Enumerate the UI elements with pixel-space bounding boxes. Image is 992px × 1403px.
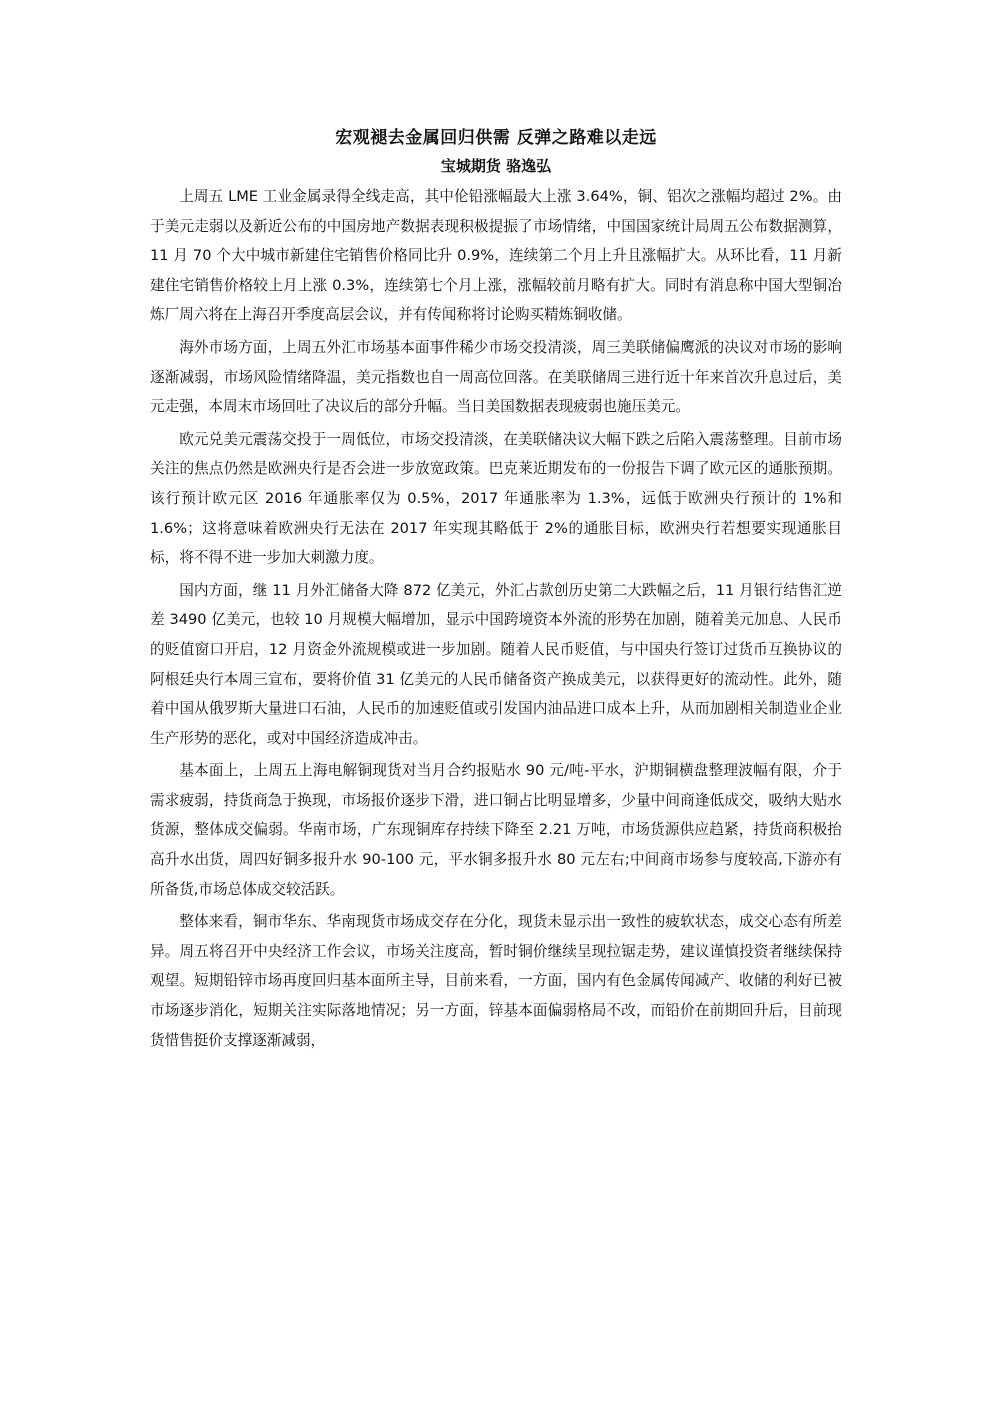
paragraph-4: 国内方面，继 11 月外汇储备大降 872 亿美元，外汇占款创历史第二大跌幅之后，11 月银行结售汇逆差 3490 亿美元，也较 10 月规模大幅增加，显示中国跨境资本外流的形势在加剧，随着美元加息、人民币的贬值窗口开启，12 月资金外流规模或进一步加剧。随着人民币贬值，与中国央行签订过货币互换协议的阿根廷央行本周三宣布，要将价值 31 亿美元的人民币储备资产换成美元，以获得更好的流动性。此外，随着中国从俄罗斯大量进口石油，人民币的加速贬值或引发国内油品进口成本上升，从而加剧相关制造业企业生产形势的恶化，或对中国经济造成冲击。 xyxy=(150,581,842,747)
article-author: 宝城期货 骆逸弘 xyxy=(440,157,552,175)
article-title: 宏观褪去金属回归供需 反弹之路难以走远 xyxy=(335,128,657,148)
paragraph-2: 海外市场方面，上周五外汇市场基本面事件稀少市场交投清淡，周三美联储偏鹰派的决议对市场的影响逐渐减弱，市场风险情绪降温，美元指数也自一周高位回落。在美联储周三进行近十年来首次升息过后，美元走强，本周末市场回吐了决议后的部分升幅。当日美国数据表现疲弱也施压美元。 xyxy=(150,338,842,416)
paragraph-3: 欧元兑美元震荡交投于一周低位，市场交投清淡，在美联储决议大幅下跌之后陷入震荡整理。目前市场关注的焦点仍然是欧洲央行是否会进一步放宽政策。巴克莱近期发布的一份报告下调了欧元区的通胀预期。该行预计欧元区 2016 年通胀率仅为 0.5%，2017 年通胀率为 1.3%，远低于欧洲央行预计的 1%和 1.6%；这将意味着欧洲央行无法在 2017 年实现其略低于 2%的通胀目标，欧洲央行若想要实现通胀目标，将不得不进一步加大刺激力度。 xyxy=(150,430,842,567)
paragraph-5: 基本面上，上周五上海电解铜现货对当月合约报贴水 90 元/吨-平水，沪期铜横盘整理波幅有限，介于需求疲弱，持货商急于换现，市场报价逐步下滑，进口铜占比明显增多，少量中间商逢低成交，吸纳大贴水货源，整体成交偏弱。华南市场，广东现铜库存持续下降至 2.21 万吨，市场货源供应趋紧，持货商积极抬高升水出货，周四好铜多报升水 90-100 元，平水铜多报升水 80 元左右;中间商市场参与度较高,下游亦有所备货,市场总体成交较活跃。 xyxy=(150,762,842,898)
paragraph-1: 上周五 LME 工业金属录得全线走高，其中伦铅涨幅最大上涨 3.64%，铜、铝次之涨幅均超过 2%。由于美元走弱以及新近公布的中国房地产数据表现积极提振了市场情绪，中国国家统计局周五公布数据测算，11 月 70 个大中城市新建住宅销售价格同比升 0.9%，连续第二个月上升且涨幅扩大。从环比看，11 月新建住宅销售价格较上月上涨 0.3%，连续第七个月上涨，涨幅较前月略有扩大。同时有消息称中国大型铜冶炼厂周六将在上海召开季度高层会议，并有传闻称将讨论购买精炼铜收储。 xyxy=(150,188,842,324)
document-page xyxy=(150,124,842,1058)
paragraph-6: 整体来看，铜市华东、华南现货市场成交存在分化，现货未显示出一致性的疲软状态，成交心态有所差异。周五将召开中央经济工作会议，市场关注度高，暂时铜价继续呈现拉锯走势，建议谨慎投资者继续保持观望。短期铅锌市场再度回归基本面所主导，目前来看，一方面，国内有色金属传闻减产、收储的利好已被市场逐步消化，短期关注实际落地情况；另一方面，锌基本面偏弱格局不改，而铅价在前期回升后，目前现货惜售挺价支撑逐渐减弱， xyxy=(150,913,842,1049)
